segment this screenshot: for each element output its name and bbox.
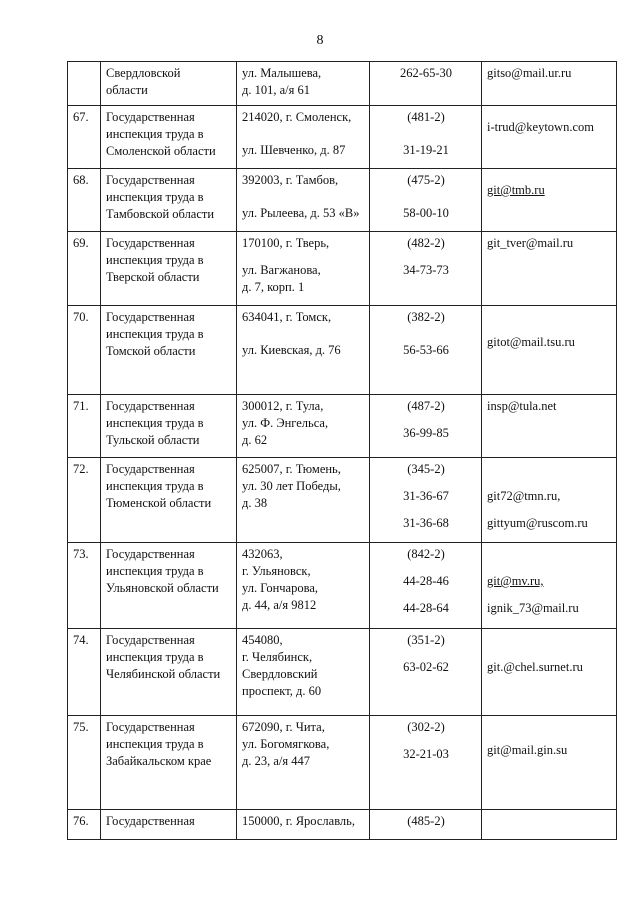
email-cell [482,716,617,810]
organization-cell [101,629,237,716]
phone-number: 56-53-66 [403,343,449,357]
organization-name: Тамбовской области [106,207,215,221]
address-line: д. 7, корп. 1 [242,280,305,294]
row-number: 75. [68,716,101,810]
address-line: Свердловский [242,667,318,681]
email-cell [482,106,617,169]
organization-cell [101,169,237,232]
table-row [68,232,617,306]
row-number: 76. [68,810,101,840]
email-cell [482,306,617,395]
row-number: 69. [68,232,101,306]
phone-number: 58-00-10 [403,206,449,220]
phone-code: (482-2) [407,236,445,250]
phone-cell [370,543,482,629]
address-line: г. Челябинск, [242,650,313,664]
phone-cell [370,810,482,840]
phone-code: (485-2) [407,814,445,828]
address-cell [237,62,370,106]
organization-name: Государственная [106,462,195,476]
email-cell [482,458,617,543]
address-line: 170100, г. Тверь, [242,236,330,250]
organization-name: Государственная [106,236,195,250]
phone-code: (475-2) [407,173,445,187]
address-line: 432063, [242,547,283,561]
row-number [68,62,101,106]
email-cell [482,629,617,716]
phone-number: 262-65-30 [399,66,453,80]
address-line: 634041, г. Томск, [242,310,332,324]
organization-name: Государственная [106,310,195,324]
address-cell [237,810,370,840]
address-line: 625007, г. Тюмень, [242,462,341,476]
organization-cell [101,106,237,169]
phone-number: 31-19-21 [403,143,449,157]
organization-name: инспекция труда в [106,737,204,751]
organization-name: Тюменской области [106,496,212,510]
phone-cell [370,62,482,106]
organization-cell [101,306,237,395]
phone-number: 44-28-64 [403,601,449,615]
phone-cell [370,629,482,716]
address-line: ул. Ф. Энгельса, [242,416,329,430]
email-link[interactable]: git@mv.ru, [487,574,544,588]
address-cell [237,458,370,543]
organization-cell [101,810,237,840]
phone-code: (345-2) [407,462,445,476]
email-link[interactable]: i-trud@keytown.com [487,120,594,134]
address-line: ул. Киевская, д. 76 [242,343,341,357]
table-row [68,543,617,629]
email-link[interactable]: gitot@mail.tsu.ru [487,335,575,349]
organization-name: Томской области [106,344,196,358]
table-row [68,395,617,458]
address-line: д. 101, а/я 61 [242,83,311,97]
address-cell [237,106,370,169]
table-row [68,62,617,106]
organization-name: Государственная [106,547,195,561]
address-cell [237,395,370,458]
table-row [68,716,617,810]
row-number: 72. [68,458,101,543]
email-cell [482,169,617,232]
organization-name: Государственная [106,399,195,413]
phone-cell [370,716,482,810]
phone-number: 31-36-68 [403,516,449,530]
organization-name: инспекция труда в [106,650,204,664]
organization-cell [101,232,237,306]
phone-code: (481-2) [407,110,445,124]
address-line: 672090, г. Чита, [242,720,325,734]
address-line: 392003, г. Тамбов, [242,173,339,187]
email-link[interactable]: ignik_73@mail.ru [487,601,579,615]
phone-cell [370,106,482,169]
email-cell [482,232,617,306]
organization-name: Смоленской области [106,144,216,158]
organization-name: Государственная [106,720,195,734]
organization-name: Челябинской области [106,667,221,681]
table-row [68,306,617,395]
organization-name: Свердловской [106,66,181,80]
organization-cell [101,458,237,543]
address-line: ул. Гончарова, [242,581,319,595]
phone-cell [370,306,482,395]
page-number: 8 [316,33,324,48]
organization-name: области [106,83,148,97]
organization-cell [101,716,237,810]
email-cell [482,810,617,840]
phone-code: (487-2) [407,399,445,413]
organization-name: Государственная [106,110,195,124]
inspection-directory-table [67,61,617,840]
email-cell [482,62,617,106]
row-number: 73. [68,543,101,629]
email-link[interactable]: git.@chel.surnet.ru [487,660,583,674]
table-row [68,458,617,543]
organization-name: инспекция труда в [106,416,204,430]
phone-number: 31-36-67 [403,489,449,503]
address-line: д. 44, а/я 9812 [242,598,317,612]
organization-name: инспекция труда в [106,479,204,493]
row-number: 70. [68,306,101,395]
address-line: д. 62 [242,433,268,447]
phone-code: (302-2) [407,720,445,734]
table-row [68,810,617,840]
phone-code: (842-2) [407,547,445,561]
address-line: д. 23, а/я 447 [242,754,311,768]
email-link[interactable]: insp@tula.net [487,399,557,413]
address-line: 150000, г. Ярославль, [242,814,356,828]
organization-name: инспекция труда в [106,327,204,341]
address-line: ул. Вагжанова, [242,263,321,277]
phone-number: 44-28-46 [403,574,449,588]
organization-name: инспекция труда в [106,564,204,578]
row-number: 67. [68,106,101,169]
phone-cell [370,395,482,458]
address-line: 214020, г. Смоленск, [242,110,352,124]
phone-cell [370,232,482,306]
address-cell [237,306,370,395]
email-link[interactable]: git72@tmn.ru, [487,489,561,503]
organization-name: Тульской области [106,433,200,447]
address-cell [237,716,370,810]
phone-number: 63-02-62 [403,660,449,674]
organization-name: Забайкальском крае [106,754,212,768]
organization-cell [101,395,237,458]
email-link[interactable]: git@tmb.ru [487,183,545,197]
phone-number: 36-99-85 [403,426,449,440]
table-row [68,106,617,169]
table-row [68,629,617,716]
email-link[interactable]: git@mail.gin.su [487,743,568,757]
organization-name: Государственная [106,633,195,647]
address-line: проспект, д. 60 [242,684,322,698]
address-cell [237,232,370,306]
address-cell [237,169,370,232]
organization-cell [101,62,237,106]
address-line: г. Ульяновск, [242,564,311,578]
organization-name: инспекция труда в [106,253,204,267]
phone-number: 34-73-73 [403,263,449,277]
email-cell [482,543,617,629]
address-line: 454080, [242,633,283,647]
address-line: ул. 30 лет Победы, [242,479,341,493]
organization-name: Ульяновской области [106,581,219,595]
organization-name: инспекция труда в [106,127,204,141]
email-link[interactable]: gittyum@ruscom.ru [487,516,588,530]
row-number: 71. [68,395,101,458]
organization-name: Тверской области [106,270,200,284]
address-cell [237,629,370,716]
address-line: ул. Богомягкова, [242,737,330,751]
phone-cell [370,169,482,232]
email-cell [482,395,617,458]
address-line: ул. Шевченко, д. 87 [242,143,346,157]
organization-name: инспекция труда в [106,190,204,204]
table-row [68,169,617,232]
address-line: 300012, г. Тула, [242,399,324,413]
email-link[interactable]: git_tver@mail.ru [487,236,574,250]
organization-cell [101,543,237,629]
address-cell [237,543,370,629]
phone-code: (351-2) [407,633,445,647]
phone-number: 32-21-03 [403,747,449,761]
organization-name: Государственная [106,173,195,187]
email-link[interactable]: gitso@mail.ur.ru [487,66,572,80]
phone-code: (382-2) [407,310,445,324]
phone-cell [370,458,482,543]
row-number: 68. [68,169,101,232]
address-line: ул. Малышева, [242,66,322,80]
row-number: 74. [68,629,101,716]
organization-name: Государственная [106,814,195,828]
address-line: д. 38 [242,496,268,510]
address-line: ул. Рылеева, д. 53 «В» [242,206,360,220]
